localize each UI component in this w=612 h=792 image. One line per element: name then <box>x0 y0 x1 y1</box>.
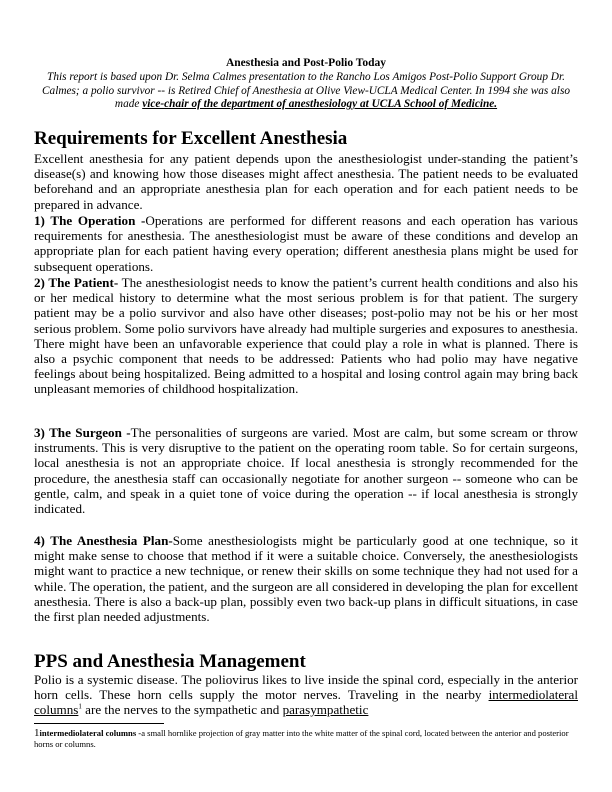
intro-link[interactable]: vice-chair of the department of anesthesiology at UCLA School of Medicine. <box>142 98 498 110</box>
footnote-divider <box>34 723 164 724</box>
document-title: Anesthesia and Post-Polio Today <box>225 57 387 69</box>
footnote <box>34 728 578 750</box>
intermediolateral-link[interactable]: intermediolateral columns <box>34 687 578 718</box>
intro-text: This report is based upon Dr. Selma Calmes presentation to the Rancho Los Amigos Post-Polio Support Group Dr. Calmes; a polio survivor -- is Retired Chief of Anesthesia at Olive View-UCLA Medical Center. In 1994 she was also made <box>42 71 570 110</box>
item-operation-text: Operations are performed for different reasons and each operation has various requirements for anesthesia. The anesthesiologist must be aware of these conditions and develop an appropriate plan for each patient having every operation; different anesthesia plans might be used for subsequent operations. <box>34 213 578 274</box>
footnote-text: a small hornlike projection of gray matter into the white matter of the spinal cord, located between the anterior and posterior horns or columns. <box>34 728 569 749</box>
item-surgeon-text: The personalities of surgeons are varied. Most are calm, but some scream or throw instruments. This is very disruptive to the patient on the operating room table. So for certain surgeons, local anesthesia is not an appropriate choice. If local anesthesia is strongly recommended for the procedure, the anesthesia staff can occasionally negotiate for another surgeon -- someone who can be gentle, calm, and speak in a quiet tone of voice during the operation -- if local anesthesia is strongly indicated. <box>34 425 578 517</box>
section-heading-pps: PPS and Anesthesia Management <box>34 651 306 672</box>
item-surgeon-label: 3) The Surgeon - <box>34 425 131 440</box>
section-heading-requirements: Requirements for Excellent Anesthesia <box>34 128 348 149</box>
pps-text-before: Polio is a systemic disease. The poliovirus likes to live inside the spinal cord, especially in the anterior horn cells. These horn cells supply the motor nerves. Traveling in the nearby <box>34 672 578 703</box>
item-anesthesia-plan-label: 4) The Anesthesia Plan- <box>34 533 173 548</box>
item-operation-label: 1) The Operation - <box>34 213 146 228</box>
footnote-ref[interactable]: 1 <box>78 703 82 712</box>
footnote-number: 1 <box>34 727 40 739</box>
item-patient-text: The anesthesiologist needs to know the patient’s current health conditions and also his or her medical history to determine what the most serious problem is for that patient. The surgery patient may be a polio survivor and also have other diseases; post-polio may not be his or her most serious problem. Some polio survivors have already had multiple surgeries and exposures to anesthesia. There might have been an unfavorable experience that could play a role in what is planned. There is also a psychic component that needs to be addressed: Patients who had polio may have negative feelings about being hospitalized. Being admitted to a hospital and losing control again may bring back unpleasant memories of childhood hospitalization. <box>34 275 578 397</box>
pps-text-mid: are the nerves to the sympathetic and <box>81 702 283 718</box>
item-surgeon <box>34 425 578 516</box>
pps-paragraph <box>34 672 578 718</box>
item-patient-label: 2) The Patient- <box>34 275 119 290</box>
item-operation <box>34 213 578 274</box>
requirements-paragraph: Excellent anesthesia for any patient depends upon the anesthesiologist under-standing the patient’s disease(s) and knowing how those diseases might affect anesthesia. The patient needs to be evaluated beforehand and an appropriate anesthesia plan for each operation and for each patient needs to be prepared in advance. <box>34 151 578 212</box>
parasympathetic-link[interactable]: parasympathetic <box>282 702 369 718</box>
item-anesthesia-plan-text: Some anesthesiologists might be particularly good at one technique, so it might make sense to choose that method if it were a suitable choice. Conversely, the anesthesiologists might want to practice a new technique, or renew their skills on some technique they had not used for a while. The operation, the patient, and the surgeon are all considered in developing the plan for excellent anesthesia. There is also a back-up plan, possibly even two back-up plans in difficult situations, in case the first plan needed adjustments. <box>34 533 578 625</box>
footnote-term: intermediolateral columns - <box>39 728 142 738</box>
item-anesthesia-plan <box>34 533 578 624</box>
item-patient <box>34 275 578 397</box>
intro-paragraph <box>34 71 578 112</box>
